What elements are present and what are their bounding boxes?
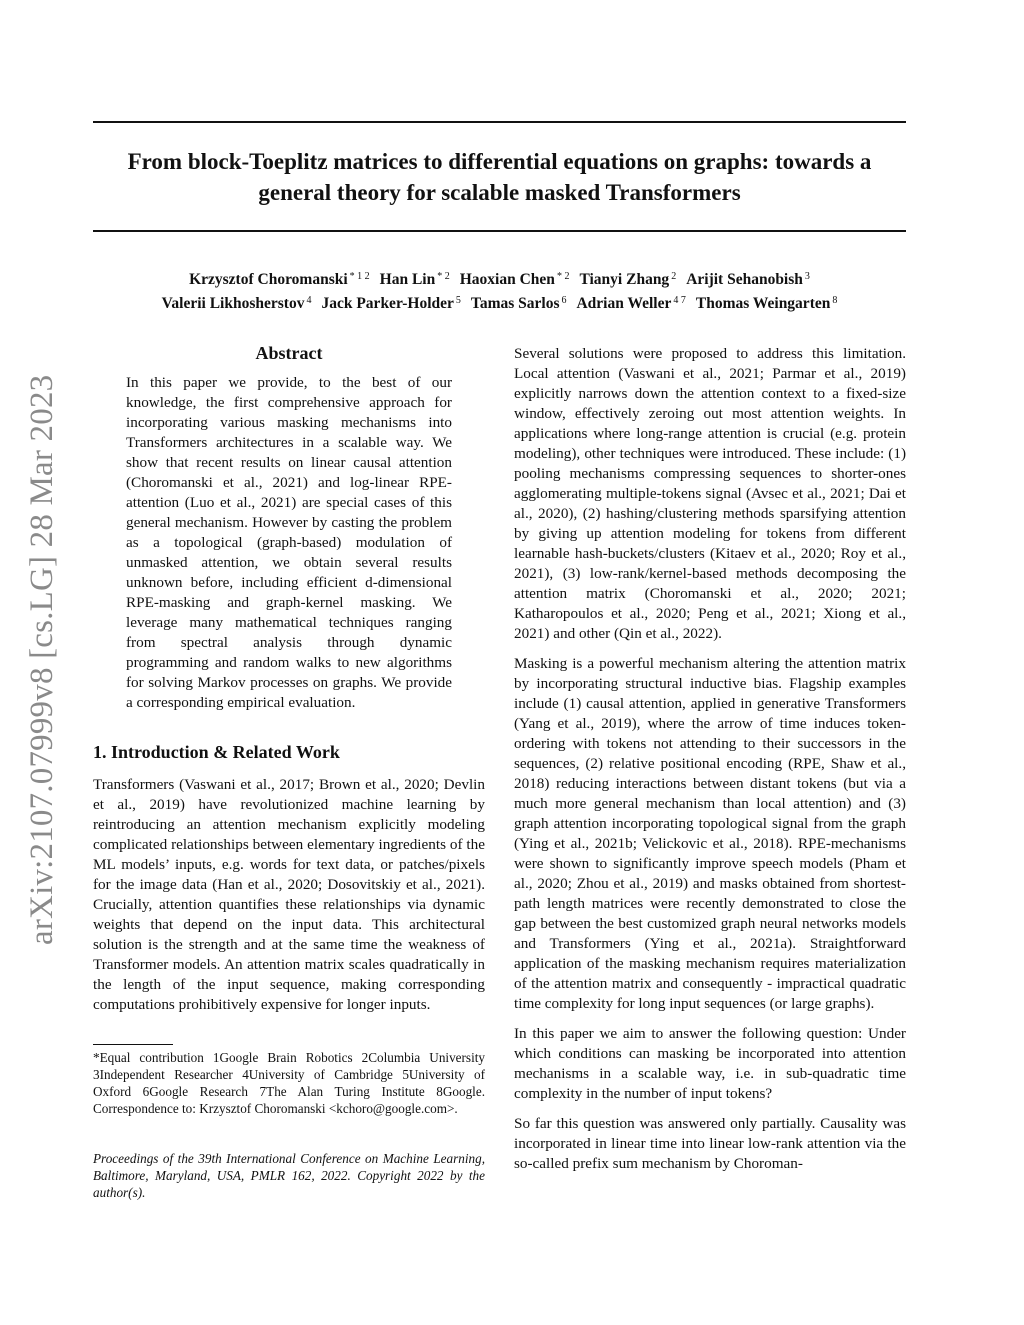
author-name: Han Lin $^{* 2}$	[379, 271, 450, 288]
abstract-heading: Abstract	[255, 343, 323, 363]
abstract-text: In this paper we provide, to the best of our knowledge, the first comprehensive approach for incorporating various masking mechanisms into Transformers architectures in a scalable way. We show that recent results on linear causal attention (Choromanski et al., 2021) and log-linear RPE-attention (Luo et al., 2021) are special cases of this general mechanism. However by casting the problem as a topological (graph-based) modulation of unmasked attention, we obtain several results unknown before, including efficient d-dimensional RPE-masking and graph-kernel masking. We leverage many mathematical techniques ranging from spectral analysis through dynamic programming and random walks to new algorithms for solving Markov processes on graphs. We provide a corresponding empirical evaluation.	[126, 374, 452, 711]
author-affiliation-mark: 8	[832, 295, 838, 306]
author-affiliation-mark: * 1 2	[349, 271, 370, 282]
section-heading: 1. Introduction & Related Work	[93, 742, 340, 762]
right-paragraph-3: In this paper we aim to answer the following question: Under which conditions can masking be incorporated into attention mechanisms in a scalable way, i.e. in sub-quadratic time complexity in the number of input tokens?	[514, 1025, 906, 1102]
author-affiliation-mark: * 2	[437, 271, 450, 282]
author-name: Valerii Likhosherstov $^4$	[161, 295, 312, 312]
title-line-1: From block-Toeplitz matrices to differential equations on graphs: towards a	[127, 149, 872, 174]
author-affiliation-mark: 4	[306, 295, 312, 306]
right-paragraph-1: Several solutions were proposed to address this limitation. Local attention (Vaswani et al., 2021; Parmar et al., 2019) explicitly narrows down the attention context to a fixed-size window, effectively zeroing out most attention weights. In applications where long-range attention is crucial (e.g. protein modeling), other techniques were introduced. These include: (1) pooling mechanisms compressing sequences to shorter-ones agglomerating multiple-tokens signal (Avsec et al., 2021; Dai et al., 2020), (2) hashing/clustering methods sparsifying attention by giving up attention modeling for tokens from different learnable hash-buckets/clusters (Kitaev et al., 2020; Roy et al., 2021), (3) low-rank/kernel-based methods decomposing the attention matrix (Choromanski et al., 2020; 2021; Katharopoulos et al., 2020; Peng et al., 2021; Xiong et al., 2021) and other (Qin et al., 2022).	[514, 345, 906, 642]
authors-row-2	[93, 290, 906, 314]
paper-title	[93, 146, 906, 208]
footnote-affiliations	[93, 1049, 485, 1117]
author-name: Haoxian Chen $^{* 2}$	[459, 271, 570, 288]
intro-column	[93, 775, 485, 1015]
author-name: Adrian Weller $^{4 7}$	[576, 295, 686, 312]
author-affiliation-mark: 6	[561, 295, 567, 306]
title-rule-top	[93, 121, 906, 123]
author-name: Thomas Weingarten $^8$	[695, 295, 838, 312]
author-affiliation-mark: * 2	[556, 271, 570, 282]
author-affiliation-mark: 3	[804, 271, 810, 282]
title-rule-bottom	[93, 230, 906, 232]
author-affiliation-mark: 4 7	[673, 295, 686, 306]
arxiv-stamp: arXiv:2107.07999v8 [cs.LG] 28 Mar 2023	[24, 374, 60, 945]
right-paragraph-4: So far this question was answered only partially. Causality was incorporated in linear time into linear low-rank attention via the so-called prefix sum mechanism by Choroman-	[514, 1115, 906, 1172]
footnote-proceedings-block	[93, 1150, 485, 1201]
author-name: Arijit Sehanobish $^3$	[686, 271, 810, 288]
author-affiliation-mark: 5	[455, 295, 461, 306]
author-name: Tianyi Zhang $^2$	[579, 271, 677, 288]
author-name: Tamas Sarlos $^6$	[470, 295, 567, 312]
right-paragraph-2: Masking is a powerful mechanism altering the attention matrix by incorporating structural inductive bias. Flagship examples include (1) causal attention, applied in generative Transformers (Yang et al., 2019), where the arrow of time induces token-ordering with tokens not attending to their successors in the sequences, (2) relative positional encoding (RPE, Shaw et al., 2018) reducing interactions between distant tokens (but via a much more general mechanism than local attention) and (3) graph attention incorporating topological signal from the graph (Ying et al., 2021b; Velickovic et al., 2018). RPE-mechanisms were shown to significantly improve speech models (Pham et al., 2020; Zhou et al., 2019) and masks obtained from shortest-path length matrices were recently demonstrated to close the gap between the best customized graph neural networks models and Transformers (Ying et al., 2021a). Straightforward application of the masking mechanism requires materialization of the attention matrix and consequently - impractical quadratic time complexity for long input sequences (or large graphs).	[514, 655, 906, 1012]
authors-row-1	[93, 266, 906, 290]
author-name: Jack Parker-Holder $^5$	[321, 295, 461, 312]
right-column	[514, 344, 906, 1174]
intro-paragraph: Transformers (Vaswani et al., 2017; Brown et al., 2020; Devlin et al., 2019) have revolutionized machine learning by reintroducing an attention mechanism explicitly modeling complicated relationships between elementary ingredients of the ML models’ inputs, e.g. words for text data, or patches/pixels for the image data (Han et al., 2020; Dosovitskiy et al., 2021). Crucially, attention quantifies these relationships via dynamic weights that depend on the input data. This architectural solution is the strength and at the same time the weakness of Transformer models. An attention matrix scales quadratically in the length of the input sequence, making corresponding computations prohibitively expensive for longer inputs.	[93, 776, 485, 1013]
footnote-proceedings: Proceedings of the 39th International Conference on Machine Learning, Baltimore, Maryland, USA, PMLR 162, 2022. Copyright 2022 by the author(s).	[93, 1151, 485, 1200]
footnote-equal: *Equal contribution 1Google Brain Robotics 2Columbia University 3Independent Researcher 4University of Cambridge 5University of Oxford 6Google Research 7The Alan Turing Institute 8Google. Correspondence to: Krzysztof Choromanski <kchoro@google.com>.	[93, 1050, 485, 1116]
title-line-2: general theory for scalable masked Transformers	[258, 180, 741, 205]
footnote-rule	[93, 1044, 173, 1045]
author-name: Krzysztof Choromanski $^{* 1 2}$	[189, 271, 370, 288]
author-list	[93, 266, 906, 314]
abstract-body	[126, 373, 452, 713]
author-affiliation-mark: 2	[671, 271, 677, 282]
